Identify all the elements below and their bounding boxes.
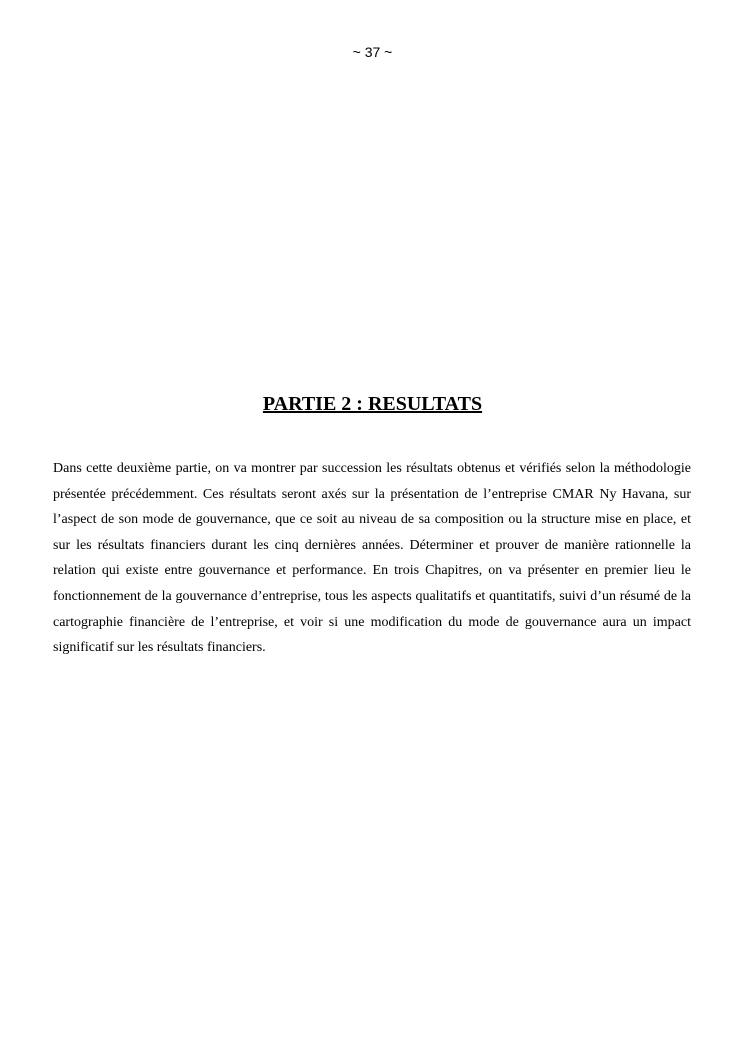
part-title: PARTIE 2 : RESULTATS (262, 393, 483, 415)
page-number: ~ 37 ~ (352, 44, 393, 60)
body-paragraph: Dans cette deuxième partie, on va montrer par succession les résultats obtenus et vérifiés selon la méthodologie présentée précédemment. Ces résultats seront axés sur la présentation de l’entreprise CMAR Ny Havana, sur l’aspect de son mode de gouvernance, que ce soit au niveau de sa composition ou la structure mise en place, et sur les résultats financiers durant les cinq dernières années. Déterminer et prouver de manière rationnelle la relation qui existe entre gouvernance et performance. En trois Chapitres, on va présenter en premier lieu le fonctionnement de la gouvernance d’entreprise, tous les aspects qualitatifs et quantitatifs, suivi d’un résumé de la cartographie financière de l’entreprise, et voir si une modification du mode de gouvernance aura un impact significatif sur les résultats financiers. (53, 461, 691, 656)
